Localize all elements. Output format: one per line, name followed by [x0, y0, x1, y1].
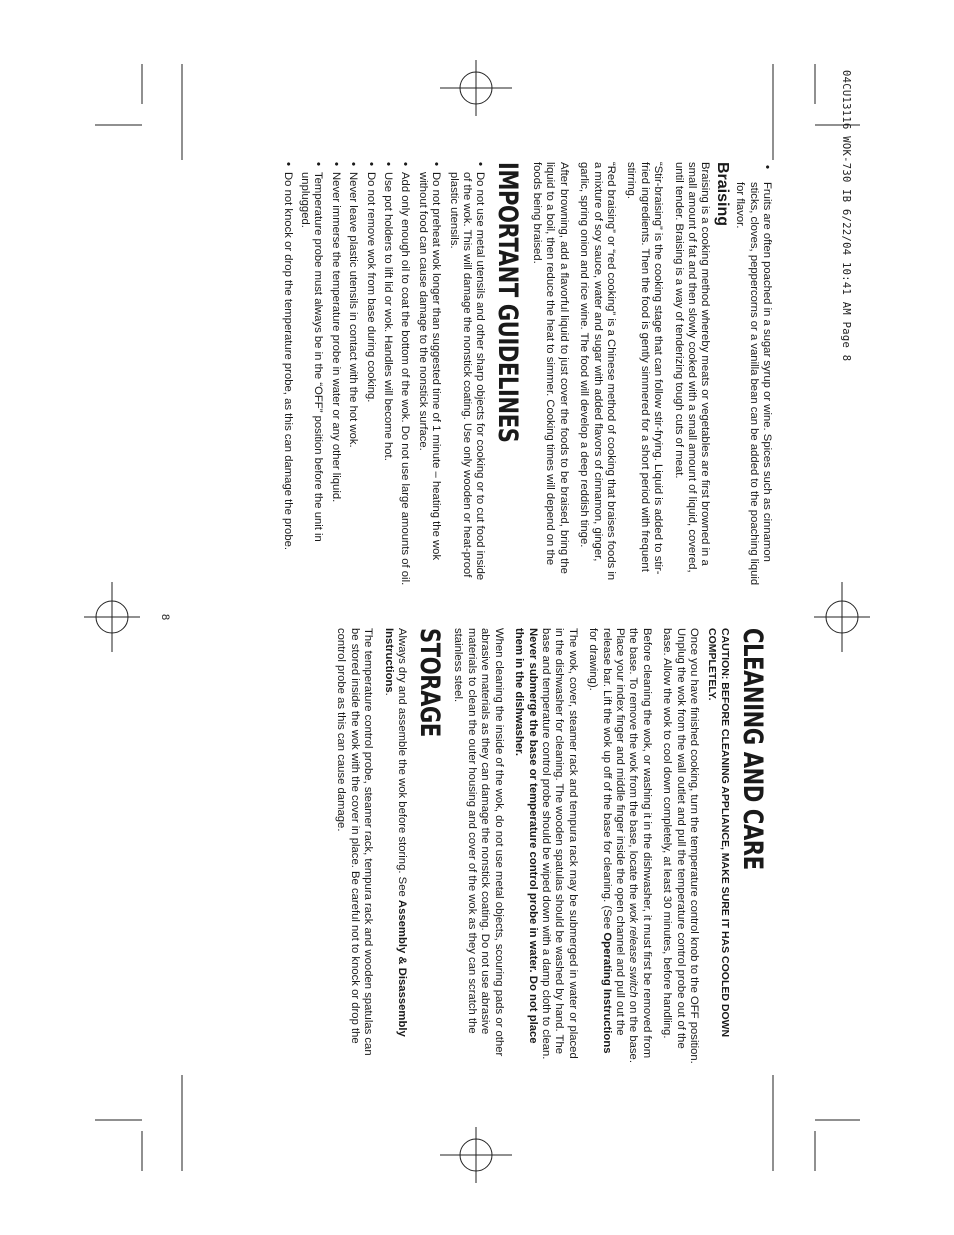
registration-mark-bottom: [440, 1127, 512, 1183]
list-item: • Use pot holders to lift lid or wok. Handles will become hot.: [381, 162, 394, 587]
registration-mark-top: [440, 60, 512, 116]
page-number: 8: [159, 613, 171, 621]
paragraph: “Red braising” or “red cooking” is a Chinese method of cooking that braises foods in a mixture of soy sauce, water and sugar with added flavors of cinnamon, ginger, garlic, spring onion and rice wine. The food will develop a deep reddish tinge.: [578, 162, 617, 581]
list-item: • Add only enough oil to coat the bottom of the wok. Do not use large amounts of oil.: [398, 162, 411, 587]
list-item: • Do not knock or drop the temperature probe, as this can damage the probe.: [280, 162, 293, 587]
list-item: • Do not preheat wok longer than suggested time of 1 minute – heating the wok without food can cause damage to the nonstick surface.: [415, 162, 442, 587]
paragraph: Before cleaning the wok, or washing it in the dishwasher, it must first be removed from the base. To remove the wok from the base, locate the wok release switch on the base. Place your index finger and middle finger inside the open channel and pull out the release bar. Lift the wok up off of the base for cleaning. (See Operating Instructions for drawing).: [587, 628, 653, 1063]
list-item: • Never immerse the temperature probe in water or any other liquid.: [328, 162, 341, 587]
slug-text: 04CU13116 WOK-730 IB 6/22/04 10:41 AM Page 8: [840, 70, 852, 362]
paragraph: Always dry and assemble the wok before storing. See Assembly & Disassembly Instructions.: [382, 628, 409, 1037]
paragraph: Once you have finished cooking, turn the temperature control knob to the OFF position. Unplug the wok from the wall outlet and pull the temperature control probe out of the base. Allow the wok to cool down completely, at least 30 minutes, before handling.: [661, 628, 700, 1064]
cleaning-heading: CLEANING AND CARE: [737, 628, 768, 870]
list-item: • Do not use metal utensils and other sharp objects for cooking or to cut food inside of the wok. This will damage the nonstick coating. Use only wooden or heat-proof plastic utensils.: [446, 162, 486, 587]
list-item: • Never leave plastic utensils in contact with the hot wok.: [346, 162, 359, 587]
caution-text: CAUTION: BEFORE CLEANING APPLIANCE, MAKE SURE IT HAS COOLED DOWN COMPLETELY.: [706, 628, 731, 1038]
paragraph: Braising is a cooking method whereby meats or vegetables are first browned in a small amount of fat and then slowly cooked with a small amount of liquid, covered, until tender. Braising is a way of tenderizing tough cuts of meat.: [672, 162, 712, 573]
registration-mark-left: [84, 582, 140, 652]
printer-slug: [834, 70, 854, 770]
storage-heading: STORAGE: [414, 628, 446, 737]
paragraph: “Stir-braising” is the cooking stage that can follow stir-frying. Liquid is added to stir-fried ingredients. Then the food is gently simmered for a short period with frequent stirring.: [625, 162, 665, 575]
list-item: • Temperature probe must always be in the “OFF” position before the unit in unplugged.: [298, 162, 325, 587]
paragraph: When cleaning the inside of the wok, do not use metal objects, scouring pads or other abrasive materials as they can damage the nonstick coating. Do not use abrasive materials to clean the outer housing and cover of the wok as they can scratch the stainless steel.: [452, 628, 505, 1057]
braising-heading: Braising: [713, 162, 731, 227]
right-column: [327, 628, 773, 1068]
list-item: • Fruits are often poached in a sugar syrup or wine. Spices such as cinnamon sticks, cloves, peppercorns or a vanilla bean can be added to the poaching liquid for flavor.: [733, 162, 773, 587]
fruit-note-list: [733, 162, 773, 587]
paragraph: The wok, cover, steamer rack and tempura rack may be submerged in water or placed in the dishwasher for cleaning. The wooden spatulas should be washed by hand. The base and temperature control probe should be wiped down with a damp cloth to clean. Never submerge the base or temperature control probe in water. Do not place them in the dishwasher.: [513, 628, 579, 1060]
list-item: • Do not remove wok from base during cooking.: [363, 162, 376, 587]
rotated-page-content: [173, 162, 773, 1087]
paragraph: After browning, add a flavorful liquid to just cover the foods to be braised, bring the liquid to a boil, then reduce the heat to simmer. Cooking times will depend on the foods being braised.: [530, 162, 570, 574]
left-column: [276, 162, 773, 587]
guidelines-list: [280, 162, 486, 587]
paragraph: The temperature control probe, steamer rack, tempura rack and wooden spatulas can be stored inside the wok with the cover in place. Be careful not to knock or drop the control probe as this can cause damage.: [335, 628, 375, 1056]
guidelines-heading: IMPORTANT GUIDELINES: [492, 162, 524, 443]
